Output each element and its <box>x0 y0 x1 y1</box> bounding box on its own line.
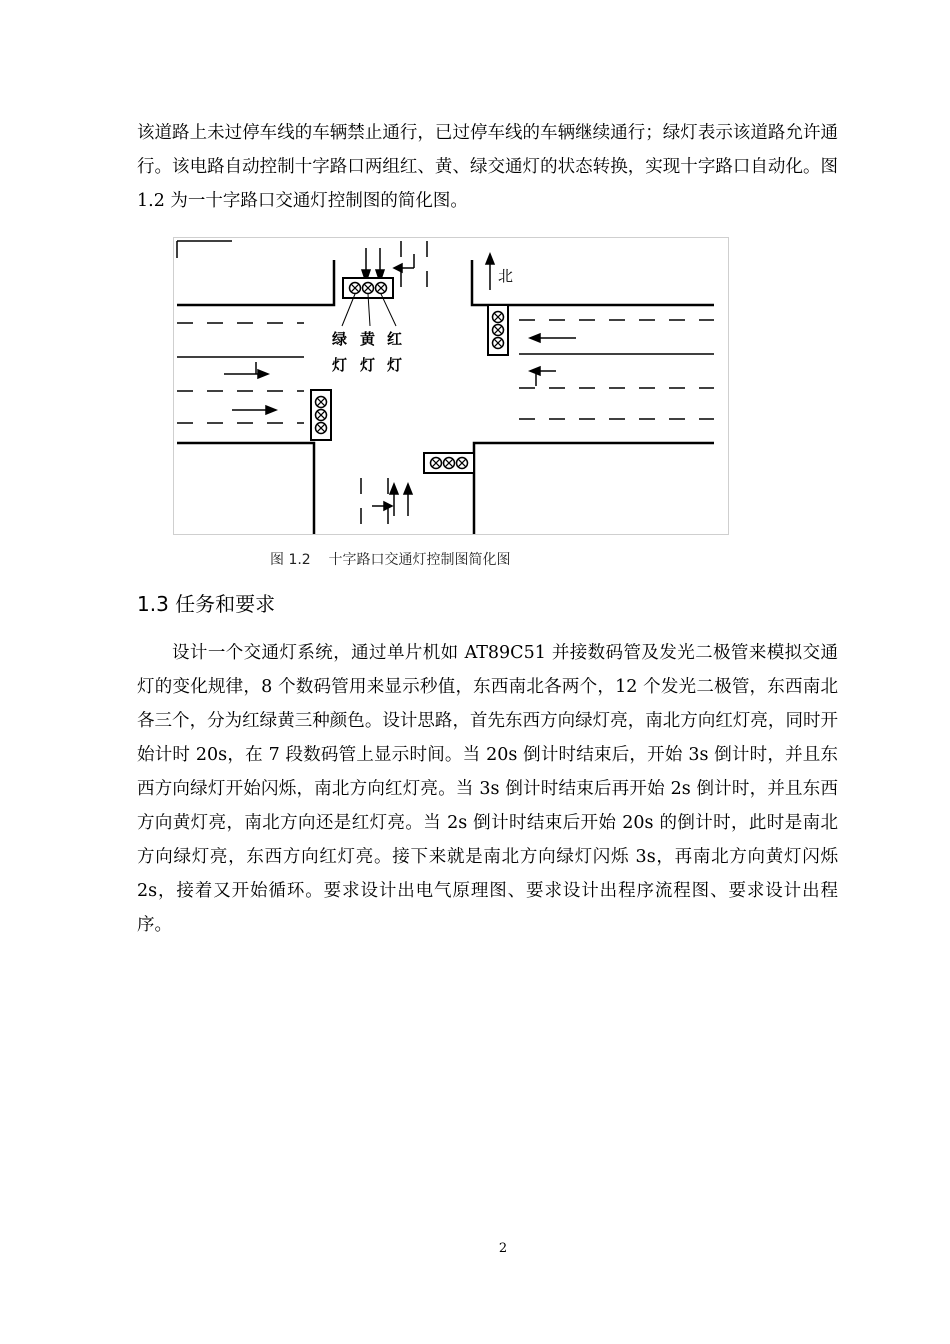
green-light-label-top: 绿 <box>332 330 348 348</box>
road-edges <box>177 260 714 534</box>
page-number: 2 <box>498 1241 508 1256</box>
task-paragraph: 设计一个交通灯系统，通过单片机如 AT89C51 并接数码管及发光二极管来模拟交通灯的变化规律，8 个数码管用来显示秒值，东西南北各两个，12 个发光二极管，东西南北各三个，分为红绿黄三种颜色。设计思路，首先东西方向绿灯亮，南北方向红灯亮，同时开始计时 20s，在 7 段数码管上显示时间。当 20s 倒计时结束后，开始 3s 倒计时，并且东西方向绿灯开始闪烁，南北方向红灯亮。当 3s 倒计时结束后再开始 2s 倒计时，并且东西方向黄灯亮，南北方向还是红灯亮。当 2s 倒计时结束后开始 20s 的倒计时，此时是南北方向绿灯亮，东西方向红灯亮。接下来就是南北方向绿灯闪烁 3s，再南北方向黄灯闪烁 2s，接着又开始循环。要求设计出电气原理图、要求设计出程序流程图、要求设计出程序。 <box>137 643 838 935</box>
yellow-light-label-top: 黄 <box>360 330 376 348</box>
yellow-light-label-bottom: 灯 <box>360 356 376 374</box>
lane-markings <box>177 241 714 534</box>
traffic-light-east <box>488 305 508 355</box>
traffic-light-south <box>424 453 474 473</box>
intersection-figure <box>173 237 729 535</box>
green-light-label-bottom: 灯 <box>332 356 348 374</box>
traffic-light-west <box>311 390 331 440</box>
figure-caption: 图 1.2 十字路口交通灯控制图简化图 <box>270 552 511 568</box>
corner-mark <box>177 241 232 258</box>
section-heading: 1.3 任务和要求 <box>137 592 276 616</box>
traffic-arrows <box>224 248 576 516</box>
solid-lanes <box>177 354 714 357</box>
north-label: 北 <box>498 267 514 285</box>
intro-paragraph: 该道路上未过停车线的车辆禁止通行，已过停车线的车辆继续通行；绿灯表示该道路允许通行。该电路自动控制十字路口两组红、黄、绿交通灯的状态转换，实现十字路口自动化。图 1.2 为一十字路口交通灯控制图的简化图。 <box>137 123 838 211</box>
red-light-label-bottom: 灯 <box>387 356 403 374</box>
red-light-label-top: 红 <box>387 330 403 348</box>
